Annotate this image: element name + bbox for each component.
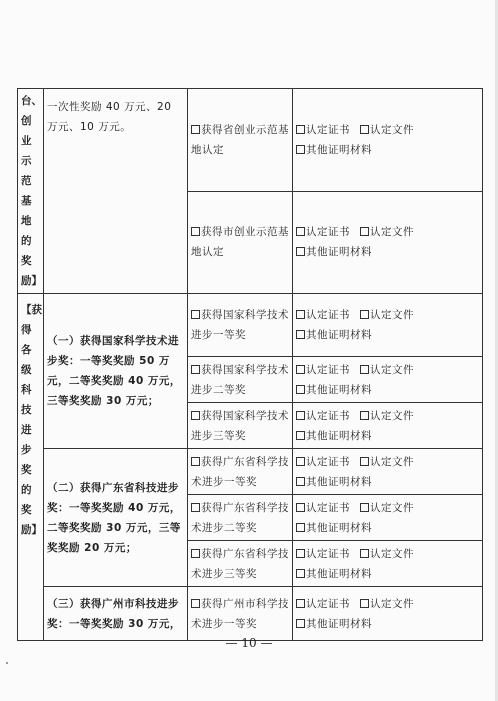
condition-option[interactable] (188, 357, 293, 403)
material-label: 认定文件 (370, 226, 414, 239)
material-option[interactable] (296, 329, 372, 341)
material-label: 认定证书 (306, 409, 350, 422)
material-option[interactable] (360, 124, 414, 136)
material-label: 认定文件 (370, 409, 414, 422)
material-option[interactable] (360, 309, 414, 321)
material-label: 认定证书 (306, 597, 350, 610)
material-option[interactable] (360, 364, 414, 376)
material-label: 认定证书 (306, 123, 350, 136)
checkbox-icon[interactable] (296, 365, 305, 374)
material-label: 其他证明材料 (306, 617, 372, 630)
material-label: 认定证书 (306, 547, 350, 560)
condition-option[interactable] (188, 191, 293, 294)
material-label: 认定文件 (370, 363, 414, 376)
material-option[interactable] (360, 410, 414, 422)
checkbox-icon[interactable] (296, 125, 305, 134)
condition-option[interactable] (188, 449, 293, 495)
checkbox-icon[interactable] (360, 457, 369, 466)
material-option[interactable] (360, 598, 414, 610)
reward-description: 一次性奖励 40 万元、20 万元、10 万元。 (44, 89, 188, 294)
condition-option[interactable] (188, 89, 293, 192)
reward-materials-table (17, 88, 483, 641)
materials-cell (293, 495, 483, 541)
condition-label: 获得广东省科学技术进步一等奖 (191, 455, 289, 488)
checkbox-icon[interactable] (296, 145, 305, 154)
category-cell: 【获得各级科技进步奖的奖励】 (18, 294, 44, 641)
scan-speck (6, 662, 8, 664)
material-label: 认定文件 (370, 501, 414, 514)
material-label: 认定文件 (370, 309, 414, 321)
condition-label: 获得国家科学技术进步一等奖 (191, 309, 289, 341)
checkbox-icon[interactable] (360, 411, 369, 420)
material-option[interactable] (296, 384, 372, 396)
material-option[interactable] (360, 456, 414, 468)
material-label: 认定文件 (370, 547, 414, 560)
condition-option[interactable] (188, 541, 293, 587)
checkbox-icon[interactable] (296, 549, 305, 558)
condition-option[interactable] (188, 587, 293, 641)
checkbox-icon[interactable] (191, 411, 200, 420)
checkbox-icon[interactable] (191, 125, 200, 134)
materials-cell (293, 541, 483, 587)
reward-description: （三）获得广州市科技进步奖：一等奖奖励 30 万元， (44, 587, 188, 641)
material-label: 认定证书 (306, 455, 350, 468)
condition-label: 获得广州市科学技术进步一等奖 (191, 597, 289, 630)
checkbox-icon[interactable] (296, 457, 305, 466)
materials-cell (293, 587, 483, 641)
checkbox-icon[interactable] (296, 523, 305, 532)
material-option[interactable] (296, 246, 372, 258)
material-label: 其他证明材料 (306, 429, 372, 442)
condition-option[interactable] (188, 495, 293, 541)
material-label: 认定文件 (370, 123, 414, 136)
material-option[interactable] (296, 618, 372, 630)
checkbox-icon[interactable] (296, 503, 305, 512)
material-option[interactable] (296, 456, 350, 468)
materials-cell (293, 191, 483, 294)
material-option[interactable] (296, 364, 350, 376)
material-label: 其他证明材料 (306, 143, 372, 156)
material-label: 认定文件 (370, 455, 414, 468)
material-label: 认定证书 (306, 226, 350, 239)
checkbox-icon[interactable] (191, 599, 200, 608)
table-row (18, 449, 483, 495)
material-label: 其他证明材料 (306, 521, 372, 534)
checkbox-icon[interactable] (296, 330, 305, 339)
table-row (18, 89, 483, 192)
checkbox-icon[interactable] (360, 503, 369, 512)
checkbox-icon[interactable] (191, 457, 200, 466)
checkbox-icon[interactable] (360, 599, 369, 608)
checkbox-icon[interactable] (296, 431, 305, 440)
material-option[interactable] (296, 226, 350, 238)
material-option[interactable] (296, 144, 372, 156)
material-option[interactable] (296, 522, 372, 534)
checkbox-icon[interactable] (296, 247, 305, 256)
checkbox-icon[interactable] (296, 477, 305, 486)
checkbox-icon[interactable] (191, 365, 200, 374)
material-option[interactable] (296, 598, 350, 610)
checkbox-icon[interactable] (360, 125, 369, 134)
checkbox-icon[interactable] (360, 365, 369, 374)
materials-cell (293, 403, 483, 449)
material-option[interactable] (296, 309, 350, 321)
material-option[interactable] (296, 502, 350, 514)
condition-label: 获得国家科学技术进步三等奖 (191, 409, 289, 442)
material-label: 认定证书 (306, 363, 350, 376)
material-label: 认定证书 (306, 501, 350, 514)
material-option[interactable] (296, 568, 372, 580)
materials-cell (293, 294, 483, 357)
reward-description: （一）获得国家科学技术进步奖：一等奖奖励 50 万元，二等奖奖励 40 万元，三等奖奖励 30 万元； (44, 294, 188, 449)
condition-label: 获得市创业示范基地认定 (191, 226, 289, 259)
checkbox-icon[interactable] (296, 569, 305, 578)
checkbox-icon[interactable] (360, 549, 369, 558)
category-cell: 台、创业示范基地的奖励】 (18, 89, 44, 294)
table-row (18, 587, 483, 641)
checkbox-icon[interactable] (296, 599, 305, 608)
condition-label: 获得省创业示范基地认定 (191, 123, 289, 156)
checkbox-icon[interactable] (296, 385, 305, 394)
material-label: 认定证书 (306, 309, 350, 321)
material-option[interactable] (296, 410, 350, 422)
material-option[interactable] (296, 476, 372, 488)
table-row (18, 294, 483, 357)
material-option[interactable] (296, 548, 350, 560)
material-label: 认定文件 (370, 597, 414, 610)
checkbox-icon[interactable] (296, 310, 305, 319)
checkbox-icon[interactable] (191, 503, 200, 512)
material-label: 其他证明材料 (306, 246, 372, 259)
checkbox-icon[interactable] (191, 227, 200, 236)
checkbox-icon[interactable] (296, 411, 305, 420)
condition-label: 获得广东省科学技术进步三等奖 (191, 547, 289, 580)
material-option[interactable] (296, 430, 372, 442)
material-label: 其他证明材料 (306, 383, 372, 396)
page-number: — 10 — (225, 636, 273, 650)
checkbox-icon[interactable] (296, 619, 305, 628)
material-option[interactable] (296, 124, 350, 136)
condition-label: 获得广东省科学技术进步二等奖 (191, 501, 289, 534)
condition-label: 获得国家科学技术进步二等奖 (191, 363, 289, 396)
condition-option[interactable] (188, 403, 293, 449)
checkbox-icon[interactable] (191, 549, 200, 558)
materials-cell (293, 449, 483, 495)
checkbox-icon[interactable] (191, 310, 200, 319)
checkbox-icon[interactable] (360, 310, 369, 319)
material-option[interactable] (360, 502, 414, 514)
material-option[interactable] (360, 226, 414, 238)
material-label: 其他证明材料 (306, 567, 372, 580)
materials-cell (293, 357, 483, 403)
checkbox-icon[interactable] (296, 227, 305, 236)
material-label: 其他证明材料 (306, 475, 372, 488)
material-option[interactable] (360, 548, 414, 560)
materials-cell (293, 89, 483, 192)
checkbox-icon[interactable] (360, 227, 369, 236)
reward-description: （二）获得广东省科技进步奖：一等奖奖励 40 万元，二等奖奖励 30 万元，三等奖奖励 20 万元； (44, 449, 188, 587)
material-label: 其他证明材料 (306, 329, 372, 341)
condition-option[interactable] (188, 294, 293, 357)
